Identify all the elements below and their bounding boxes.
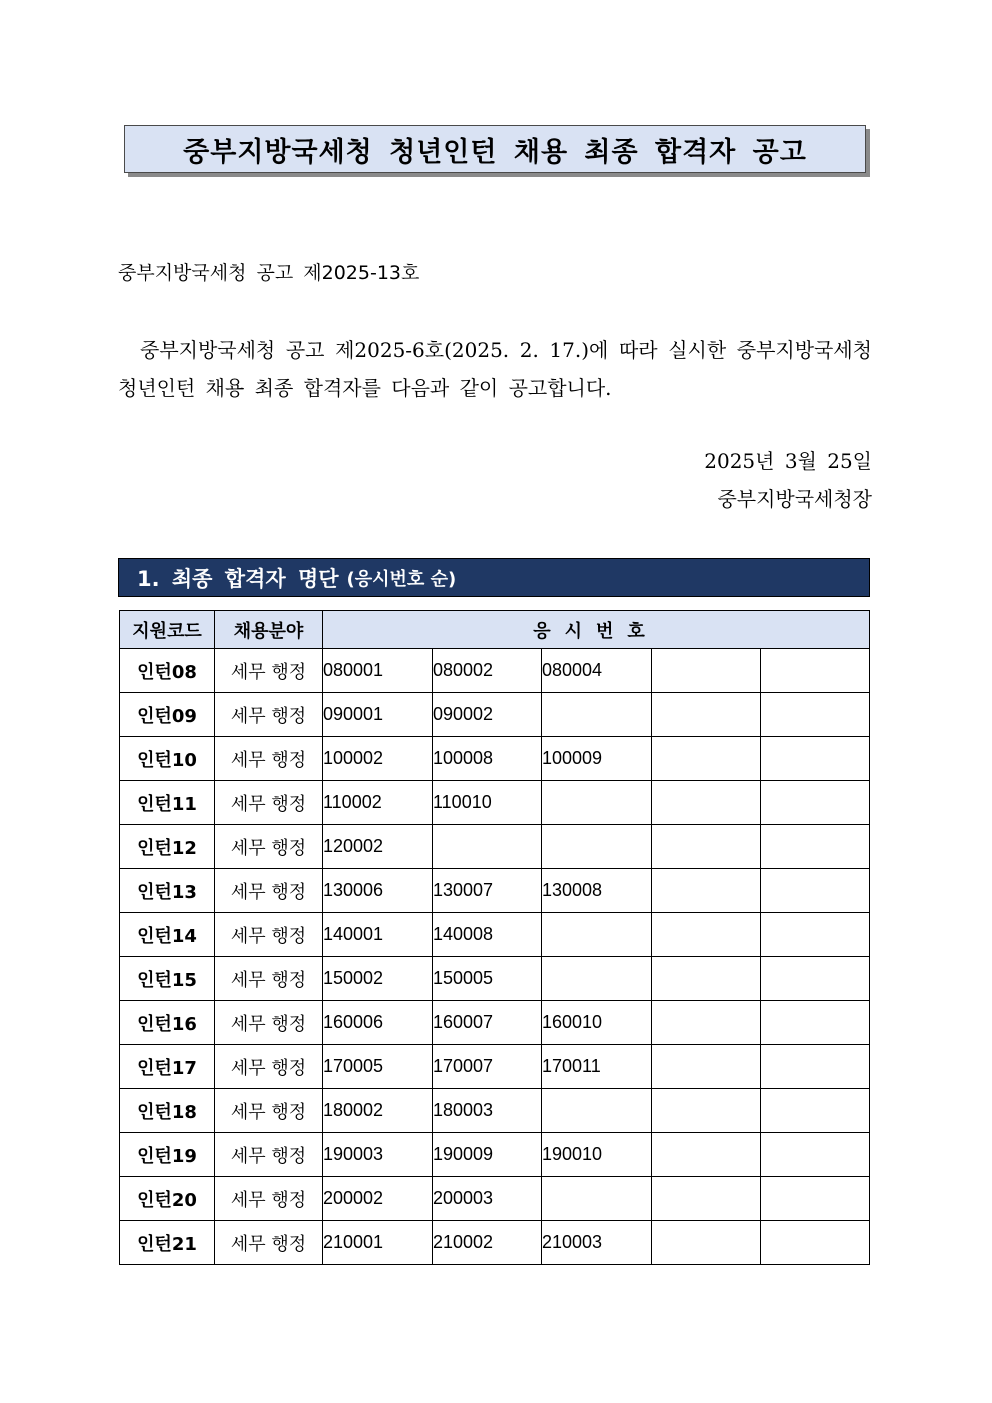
cell-exam-number: 160007: [433, 1001, 542, 1045]
cell-field: 세무 행정: [215, 1045, 323, 1089]
notice-number: 중부지방국세청 공고 제2025-13호: [118, 262, 420, 284]
cell-exam-number: 190009: [433, 1133, 542, 1177]
cell-field: 세무 행정: [215, 913, 323, 957]
page-title: 중부지방국세청 청년인턴 채용 최종 합격자 공고: [183, 136, 807, 168]
cell-exam-number: [761, 1221, 870, 1265]
cell-exam-number: [652, 737, 761, 781]
cell-field: 세무 행정: [215, 957, 323, 1001]
cell-field: 세무 행정: [215, 1221, 323, 1265]
table-row: [120, 825, 870, 869]
cell-exam-number: [652, 649, 761, 693]
cell-exam-number: 110002: [323, 781, 433, 825]
cell-exam-number: 150002: [323, 957, 433, 1001]
cell-exam-number: 180003: [433, 1089, 542, 1133]
cell-exam-number: 080001: [323, 649, 433, 693]
cell-code: 인턴09: [120, 693, 215, 737]
cell-exam-number: [761, 869, 870, 913]
table-row: [120, 1221, 870, 1265]
cell-exam-number: [652, 1089, 761, 1133]
cell-code: 인턴10: [120, 737, 215, 781]
results-table: [119, 610, 870, 1265]
cell-exam-number: 190010: [542, 1133, 652, 1177]
cell-exam-number: [542, 1177, 652, 1221]
table-body: [120, 649, 870, 1265]
cell-exam-number: [761, 781, 870, 825]
cell-exam-number: [652, 693, 761, 737]
cell-code: 인턴11: [120, 781, 215, 825]
cell-exam-number: [652, 1045, 761, 1089]
cell-exam-number: 170011: [542, 1045, 652, 1089]
cell-exam-number: [761, 693, 870, 737]
title-box: [124, 125, 866, 173]
section-header: [118, 558, 870, 597]
cell-code: 인턴21: [120, 1221, 215, 1265]
header-numbers-label: 응시번호: [533, 620, 659, 642]
cell-exam-number: 100009: [542, 737, 652, 781]
cell-exam-number: [542, 913, 652, 957]
cell-exam-number: [542, 825, 652, 869]
cell-exam-number: 170005: [323, 1045, 433, 1089]
cell-exam-number: [652, 1177, 761, 1221]
cell-exam-number: [761, 1177, 870, 1221]
cell-field: 세무 행정: [215, 869, 323, 913]
table-row: [120, 1177, 870, 1221]
cell-exam-number: [542, 957, 652, 1001]
cell-exam-number: 130007: [433, 869, 542, 913]
cell-code: 인턴12: [120, 825, 215, 869]
cell-code: 인턴20: [120, 1177, 215, 1221]
cell-field: 세무 행정: [215, 649, 323, 693]
cell-exam-number: 190003: [323, 1133, 433, 1177]
cell-exam-number: 200003: [433, 1177, 542, 1221]
cell-exam-number: [761, 1045, 870, 1089]
cell-exam-number: 200002: [323, 1177, 433, 1221]
cell-exam-number: [652, 869, 761, 913]
table-row: [120, 693, 870, 737]
cell-exam-number: [433, 825, 542, 869]
cell-exam-number: [542, 781, 652, 825]
cell-exam-number: 100008: [433, 737, 542, 781]
cell-exam-number: 150005: [433, 957, 542, 1001]
cell-field: 세무 행정: [215, 1001, 323, 1045]
cell-exam-number: [761, 649, 870, 693]
cell-exam-number: 140008: [433, 913, 542, 957]
cell-field: 세무 행정: [215, 737, 323, 781]
cell-exam-number: 170007: [433, 1045, 542, 1089]
cell-exam-number: [652, 1001, 761, 1045]
table-row: [120, 1045, 870, 1089]
cell-exam-number: [761, 737, 870, 781]
cell-field: 세무 행정: [215, 1089, 323, 1133]
header-numbers: [323, 611, 870, 649]
cell-code: 인턴15: [120, 957, 215, 1001]
cell-exam-number: [542, 1089, 652, 1133]
cell-exam-number: 110010: [433, 781, 542, 825]
cell-exam-number: 140001: [323, 913, 433, 957]
notice-date: 2025년 3월 25일: [704, 449, 872, 473]
cell-exam-number: 210003: [542, 1221, 652, 1265]
cell-exam-number: 080002: [433, 649, 542, 693]
table-row: [120, 913, 870, 957]
table-row: [120, 781, 870, 825]
cell-exam-number: 180002: [323, 1089, 433, 1133]
cell-field: 세무 행정: [215, 1177, 323, 1221]
cell-exam-number: [761, 957, 870, 1001]
cell-exam-number: [761, 913, 870, 957]
cell-exam-number: [652, 781, 761, 825]
cell-exam-number: 210002: [433, 1221, 542, 1265]
cell-code: 인턴17: [120, 1045, 215, 1089]
table-row: [120, 649, 870, 693]
cell-exam-number: 090001: [323, 693, 433, 737]
table-row: [120, 1133, 870, 1177]
cell-exam-number: [652, 913, 761, 957]
cell-code: 인턴16: [120, 1001, 215, 1045]
cell-exam-number: [761, 1001, 870, 1045]
cell-field: 세무 행정: [215, 693, 323, 737]
notice-body: 중부지방국세청 공고 제2025-6호(2025. 2. 17.)에 따라 실시한 중부지방국세청 청년인턴 채용 최종 합격자를 다음과 같이 공고합니다.: [118, 338, 872, 400]
cell-code: 인턴19: [120, 1133, 215, 1177]
notice-signer: 중부지방국세청장: [717, 487, 872, 511]
cell-exam-number: [652, 957, 761, 1001]
cell-code: 인턴13: [120, 869, 215, 913]
cell-exam-number: 160006: [323, 1001, 433, 1045]
section-subtitle: (응시번호 순): [346, 568, 457, 590]
table-row: [120, 737, 870, 781]
table-row: [120, 957, 870, 1001]
cell-exam-number: [761, 1089, 870, 1133]
table-row: [120, 1089, 870, 1133]
cell-code: 인턴08: [120, 649, 215, 693]
header-code: 지원코드: [120, 611, 215, 649]
cell-field: 세무 행정: [215, 825, 323, 869]
cell-exam-number: [761, 1133, 870, 1177]
cell-exam-number: [652, 1133, 761, 1177]
table-row: [120, 869, 870, 913]
table-row: [120, 1001, 870, 1045]
cell-exam-number: 090002: [433, 693, 542, 737]
table-header-row: [120, 611, 870, 649]
cell-exam-number: [542, 693, 652, 737]
cell-exam-number: 120002: [323, 825, 433, 869]
cell-code: 인턴18: [120, 1089, 215, 1133]
cell-exam-number: 100002: [323, 737, 433, 781]
header-field: 채용분야: [215, 611, 323, 649]
cell-exam-number: 160010: [542, 1001, 652, 1045]
cell-exam-number: 130006: [323, 869, 433, 913]
cell-exam-number: 080004: [542, 649, 652, 693]
cell-exam-number: 130008: [542, 869, 652, 913]
cell-exam-number: [652, 825, 761, 869]
cell-code: 인턴14: [120, 913, 215, 957]
cell-exam-number: [761, 825, 870, 869]
cell-field: 세무 행정: [215, 1133, 323, 1177]
cell-exam-number: 210001: [323, 1221, 433, 1265]
cell-exam-number: [652, 1221, 761, 1265]
cell-field: 세무 행정: [215, 781, 323, 825]
section-title: 1. 최종 합격자 명단: [137, 566, 339, 591]
